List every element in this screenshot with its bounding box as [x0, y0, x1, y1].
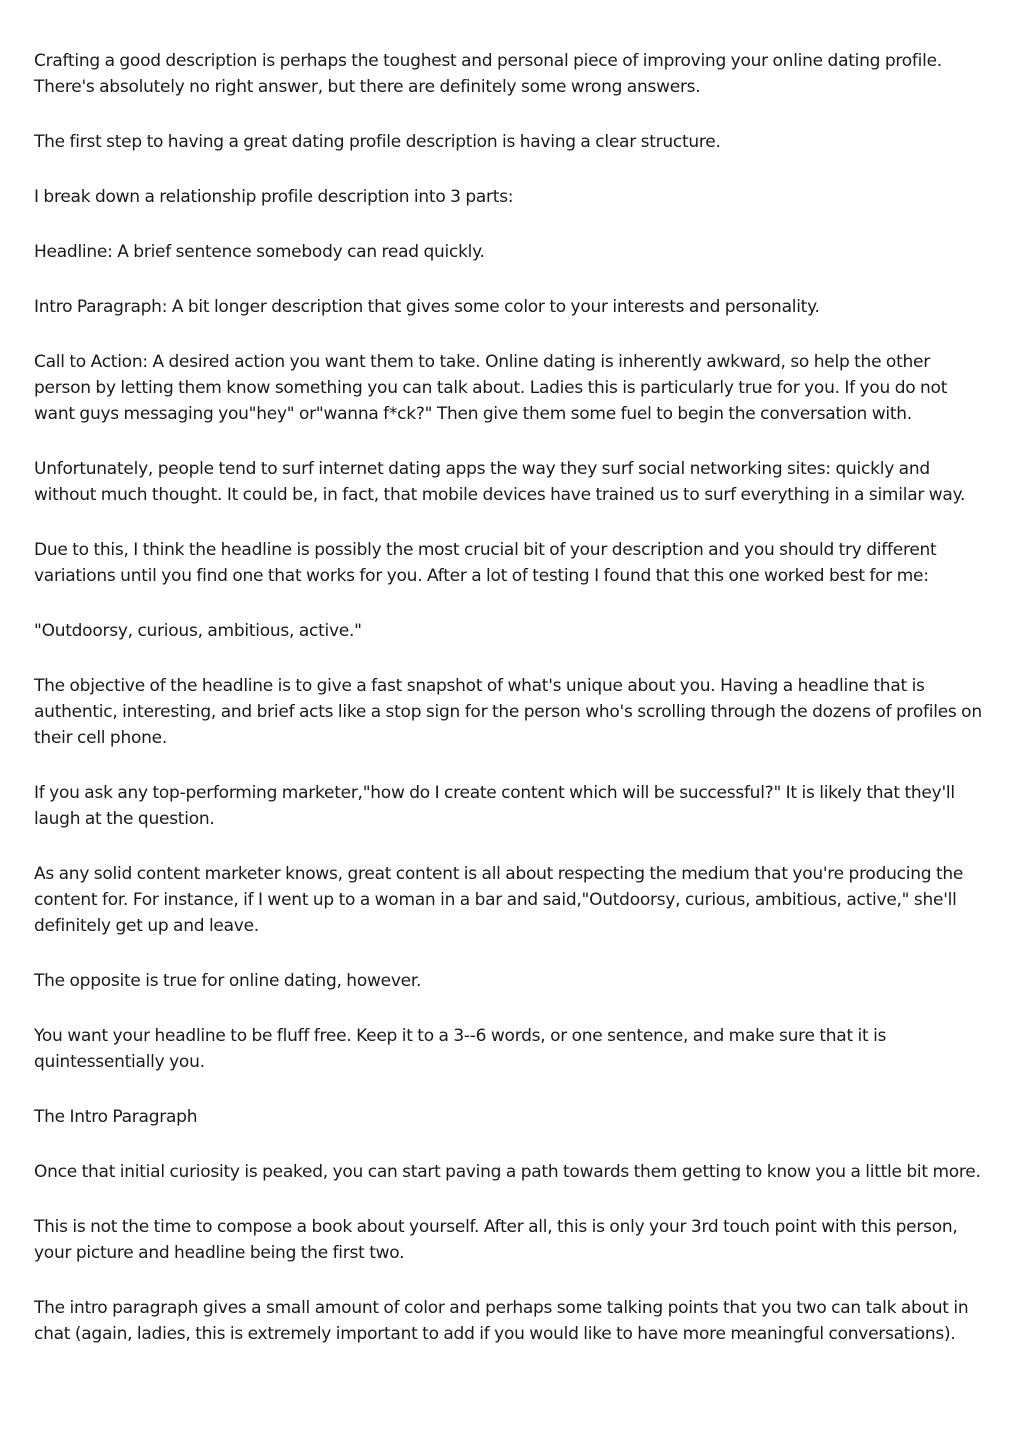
- paragraph-14: You want your headline to be fluff free. Keep it to a 3--6 words, or one sentence, and make sure that it is quintessentially you.: [34, 1026, 887, 1072]
- paragraph-11: If you ask any top-performing marketer,"how do I create content which will be successful?" It is likely that they'll laugh at the question.: [34, 783, 955, 829]
- paragraph-17: This is not the time to compose a book about yourself. After all, this is only your 3rd touch point with this person, your picture and headline being the first two.: [34, 1217, 958, 1263]
- section-heading-intro-paragraph: The Intro Paragraph: [34, 1107, 198, 1127]
- paragraph-2: The first step to having a great dating profile description is having a clear structure.: [34, 132, 721, 152]
- paragraph-12: As any solid content marketer knows, great content is all about respecting the medium that you're producing the content for. For instance, if I went up to a woman in a bar and said,"Outdoorsy, curious, ambitious, active," she'll definitely get up and leave.: [34, 864, 964, 936]
- paragraph-4: Headline: A brief sentence somebody can read quickly.: [34, 242, 485, 262]
- paragraph-10: The objective of the headline is to give a fast snapshot of what's unique about you. Having a headline that is authentic, interesting, and brief acts like a stop sign for the person who's scrolling through the dozens of profiles on their cell phone.: [34, 676, 982, 748]
- paragraph-3: I break down a relationship profile description into 3 parts:: [34, 187, 514, 207]
- paragraph-6: Call to Action: A desired action you want them to take. Online dating is inherently awkward, so help the other person by letting them know something you can talk about. Ladies this is particularly true for you. If you do not want guys messaging you"hey" or"wanna f*ck?" Then give them some fuel to begin the conversation with.: [34, 352, 948, 424]
- paragraph-18: The intro paragraph gives a small amount of color and perhaps some talking points that you two can talk about in chat (again, ladies, this is extremely important to add if you would like to have more meaningful conversations).: [34, 1298, 969, 1344]
- paragraph-16: Once that initial curiosity is peaked, you can start paving a path towards them getting to know you a little bit more.: [34, 1162, 981, 1182]
- paragraph-5: Intro Paragraph: A bit longer description that gives some color to your interests and personality.: [34, 297, 820, 317]
- paragraph-13: The opposite is true for online dating, however.: [34, 971, 422, 991]
- paragraph-8: Due to this, I think the headline is possibly the most crucial bit of your description and you should try different variations until you find one that works for you. After a lot of testing I found that this one worked best for me:: [34, 540, 937, 586]
- paragraph-1: Crafting a good description is perhaps the toughest and personal piece of improving your online dating profile. There's absolutely no right answer, but there are definitely some wrong answers.: [34, 51, 942, 97]
- article-body: [34, 48, 990, 1347]
- paragraph-9: "Outdoorsy, curious, ambitious, active.": [34, 621, 362, 641]
- paragraph-7: Unfortunately, people tend to surf internet dating apps the way they surf social networking sites: quickly and without much thought. It could be, in fact, that mobile devices have trained us to surf everything in a similar way.: [34, 459, 966, 505]
